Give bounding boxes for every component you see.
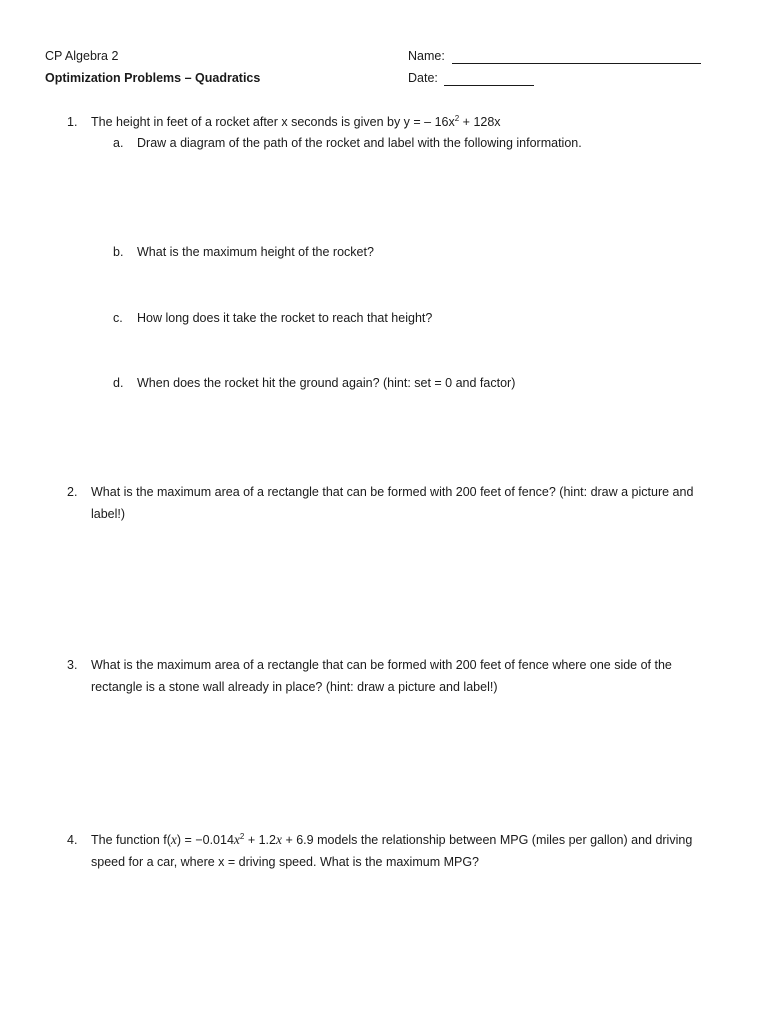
problem-1d-text: When does the rocket hit the ground again? (hint: set = 0 and factor) bbox=[137, 376, 516, 390]
problem-1a-text: Draw a diagram of the path of the rocket and label with the following information. bbox=[137, 136, 582, 150]
problem-4-text: The function $f(x) = -0.014x^2 + 1.2x + 6.9$ models the relationship between MPG (miles per gallon) and driving speed for a car, where x = driving speed. What is the maximum MPG? bbox=[91, 832, 693, 869]
problem-1c-letter: c. bbox=[113, 311, 123, 325]
date-blank-line[interactable] bbox=[444, 85, 534, 86]
name-label: Name: bbox=[408, 49, 445, 63]
problem-1d-letter: d. bbox=[113, 376, 124, 390]
worksheet-title: Optimization Problems – Quadratics bbox=[45, 71, 261, 85]
course-label: CP Algebra 2 bbox=[45, 49, 119, 63]
problem-1c-text: How long does it take the rocket to reach that height? bbox=[137, 311, 433, 325]
problem-1-number: 1. bbox=[67, 115, 78, 129]
date-label: Date: bbox=[408, 71, 438, 85]
problem-4-number: 4. bbox=[67, 833, 78, 847]
problem-1b-text: What is the maximum height of the rocket? bbox=[137, 245, 374, 259]
problem-3-text: What is the maximum area of a rectangle that can be formed with 200 feet of fence where one side of the rectangle is a stone wall already in place? (hint: draw a picture and label!) bbox=[91, 658, 672, 694]
problem-1b-letter: b. bbox=[113, 245, 124, 259]
problem-3-number: 3. bbox=[67, 658, 78, 672]
name-blank-line[interactable] bbox=[452, 63, 701, 64]
problem-2-text: What is the maximum area of a rectangle that can be formed with 200 feet of fence? (hint: draw a picture and label!) bbox=[91, 485, 694, 521]
problem-1-text: The height in feet of a rocket after x seconds is given by y = – $16x^2 + 128x$ bbox=[91, 114, 501, 129]
problem-1a-letter: a. bbox=[113, 136, 124, 150]
problem-2-number: 2. bbox=[67, 485, 78, 499]
